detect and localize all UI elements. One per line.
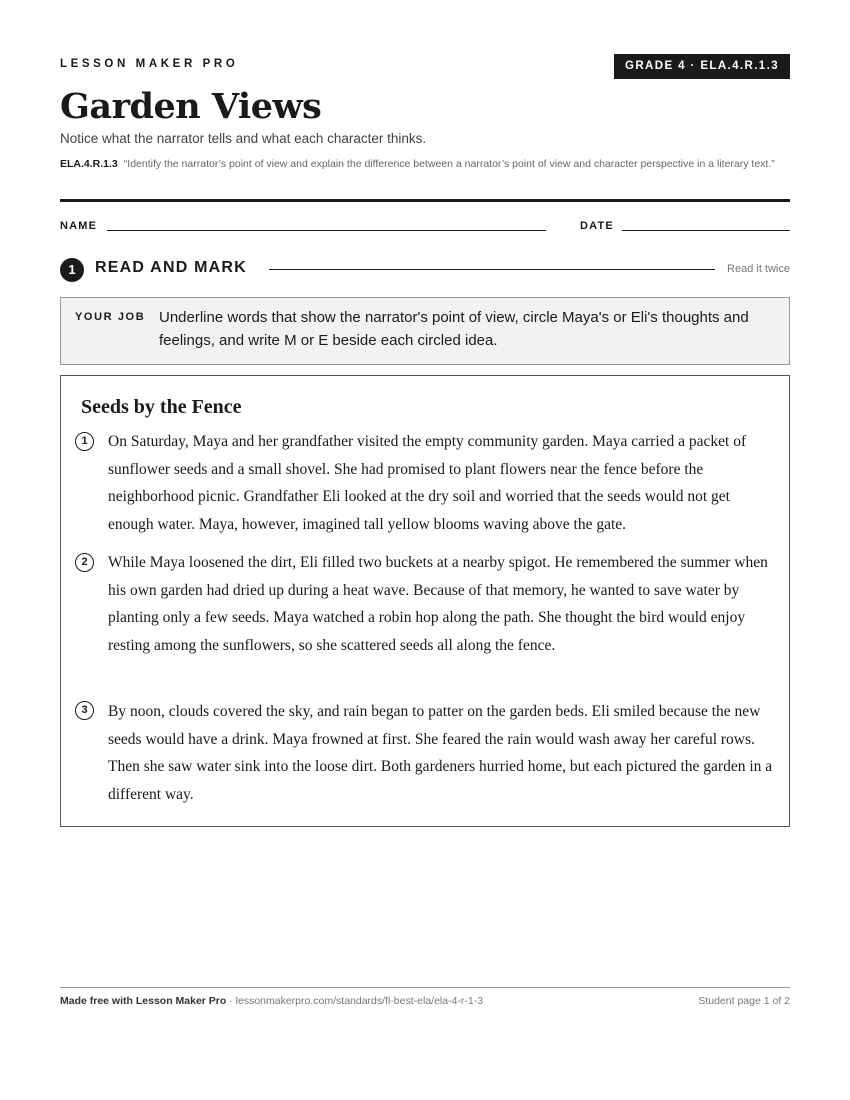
footer-divider [60, 987, 790, 988]
standard-text: “Identify the narrator’s point of view and explain the difference between a narrator’s point of view and character perspective in a literary text.” [123, 158, 775, 170]
page-title: Garden Views [60, 86, 322, 127]
instructions-box [60, 297, 790, 365]
footer-separator: · [226, 995, 236, 1007]
page-subtitle: Notice what the narrator tells and what each character thinks. [60, 131, 427, 146]
standard-code: ELA.4.R.1.3 [60, 158, 118, 170]
brand-name: LESSON MAKER PRO [60, 58, 239, 70]
paragraph-number: 2 [75, 553, 94, 572]
reading-passage [60, 375, 790, 827]
footer-credit [60, 995, 483, 1007]
passage-paragraph: While Maya loosened the dirt, Eli filled two buckets at a nearby spigot. He remembered the summer when his own garden had dried up during a heat wave. Because of that memory, he wanted to save water by planting only a few seeds. Maya watched a robin hop along the path. She thought the bird would enjoy resting among the sunflowers, so she scattered seeds all along the fence. [108, 554, 768, 654]
section-title: READ AND MARK [95, 259, 247, 276]
footer-page-number: Student page 1 of 2 [698, 995, 790, 1007]
date-label: DATE [580, 220, 614, 232]
section-divider [269, 269, 715, 270]
footer-made-with: Made free with Lesson Maker Pro [60, 995, 227, 1007]
paragraph-number: 3 [75, 701, 94, 720]
header-divider [60, 199, 790, 202]
passage-paragraph: By noon, clouds covered the sky, and rain began to patter on the garden beds. Eli smiled because the new seeds would have a drink. Maya frowned at first. She feared the rain would wash away her careful rows. Then she saw water sink into the loose dirt. Both gardeners hurried home, but each pictured the garden in a different way. [108, 703, 773, 803]
worksheet-page [60, 0, 790, 1100]
instructions-label: YOUR JOB [75, 311, 146, 323]
paragraph-number: 1 [75, 432, 94, 451]
instructions-text: Underline words that show the narrator's point of view, circle Maya's or Eli's thoughts and feelings, and write M or E beside each circled idea. [159, 309, 749, 349]
name-field[interactable] [107, 230, 546, 231]
section-number-badge: 1 [60, 258, 84, 282]
section-note: Read it twice [727, 263, 790, 275]
passage-paragraph: On Saturday, Maya and her grandfather visited the empty community garden. Maya carried a packet of sunflower seeds and a small shovel. She had promised to plant flowers near the fence before the neighborhood picnic. Grandfather Eli looked at the dry soil and worried that the seeds would not get enough water. Maya, however, imagined tall yellow blooms waving above the gate. [108, 433, 747, 533]
date-field[interactable] [622, 230, 790, 231]
footer-url[interactable]: lessonmakerpro.com/standards/fl-best-ela/ela-4-r-1-3 [235, 995, 484, 1007]
standard-description [60, 156, 790, 172]
passage-title: Seeds by the Fence [81, 396, 242, 418]
grade-badge: GRADE 4 · ELA.4.R.1.3 [614, 54, 790, 79]
name-label: NAME [60, 220, 98, 232]
